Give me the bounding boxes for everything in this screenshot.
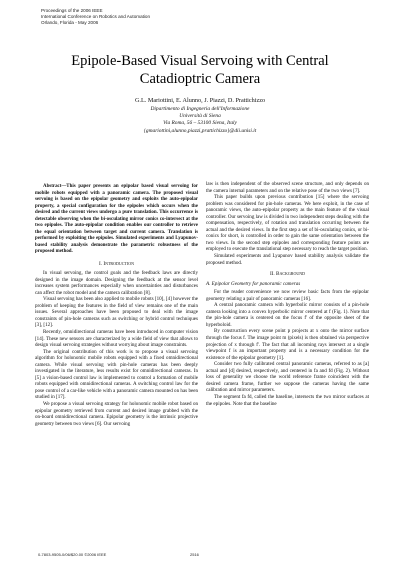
left-column	[35, 184, 198, 427]
paragraph: Visual servoing has been also applied to mobile robots [10], [4] however the problem of keeping the features in the field of view remains one of the main issues. Several approaches have been proposed to deal with the image constraints of pin-hole cameras such as switching or hybrid control techniques [3], [12].	[35, 296, 198, 329]
paragraph: law is then independent of the observed scene structure, and only depends on the camera internal parameters and on the relative pose of the two views [7].	[206, 181, 369, 194]
footer-copyright: 0-7803-9505-0/06/$20.00 ©2006 IEEE	[38, 552, 107, 557]
authors: G.L. Mariottini, E. Alunno, J. Piazzi, D. Prattichizzo	[134, 97, 266, 104]
paragraph: Consider two fully calibrated central panoramic cameras, referred to as [a] actual and [d] desired, respectively, and centered in fa and fd (Fig. 2). Without loss of generality we choose the world reference frame coincident with the desired camera frame, further we suppose the cameras having the same calibration and mirror parameters.	[206, 361, 369, 394]
paragraph: The original contribution of this work is to propose a visual servoing algorithm for holonomic mobile robots equipped with a fixed omnidirectional camera. While visual servoing with pin-hole cameras has been deeply investigated in the literature, less results exist for omnidirectional cameras. In [5] a vision-based control law is implemented to control a formation of mobile robots equipped with omnidirectional cameras. A switching control law for the pose control of a car-like vehicle with a panoramic camera mounted on has been studied in [17].	[35, 348, 198, 401]
paragraph: By construction every scene point p projects at x onto the mirror surface through the focus f. The image point m (pixels) is then obtained via perspective projection of x through f′. The fact that all incoming rays intersect at a single viewpoint f is an important property and is a necessary condition for the existence of the epipolar geometry [1].	[206, 328, 369, 361]
paper-title	[20, 52, 380, 88]
paragraph: Recently, omnidirectional cameras have been introduced in computer vision [14]. These new sensors are characterized by a wide field of view that allows to design visual servoing strategies without worrying about image constraints.	[35, 328, 198, 349]
proceedings-line: Proceedings of the 2006 IEEE	[41, 8, 103, 13]
affiliation-line: Dipartimento di Ingegneria dell'Informazione	[150, 106, 250, 112]
paragraph: For the reader convenience we now review basic facts from the epipolar geometry relating a pair of panoramic cameras [16].	[206, 289, 369, 302]
proceedings-line: International Conference on Robotics and Automation	[41, 14, 151, 19]
proceedings-line: Orlando, Florida - May 2006	[41, 20, 99, 25]
affiliation-emails: {gmariottini,alunno,piazzi,prattichizzo}@dii.unisi.it	[143, 127, 257, 134]
paragraph: The segment fa fd, called the baseline, intersects the two mirror surfaces at the epipoles. Note that the baseline	[206, 393, 369, 407]
right-column	[206, 181, 369, 407]
paragraph: In visual servoing, the control goals and the feedback laws are directly designed in the image domain. Designing the feedback at the sensor level increases system performances especially when uncertainties and disturbances can affect the robot model and the camera calibration [8].	[35, 270, 198, 296]
affiliation-line: Università di Siena	[179, 113, 221, 120]
abstract: Abstract—This paper presents an epipolar based visual servoing for mobile robots equipped with a panoramic camera. The proposed visual servoing is based on the epipolar geometry and exploits the auto-epipolar property, a special configuration for the epipoles which occurs when the desired and the current views undergo a pure translation. This occurrence is detectable observing when the bi-osculating mirror conics co-intersect at the two epipoles. The auto-epipolar condition enables our controller to retrieve the equal orientation between target and current camera. Translation is performed by exploiting the epipoles. Simulated experiments and Lyapunov-based stability analysis demonstrate the parametric robustness of the proposed method.	[35, 184, 198, 254]
paragraph: We propose a visual servoing strategy for holonomic mobile robot based on epipolar geometry retrieved from current and desired image grabbed with the on-board omnidirectional camera. Epipolar geometry is the intrinsic projective geometry between two views [6]. Our servoing	[35, 400, 198, 427]
title-line-1: Epipole-Based Visual Servoing with Central	[71, 53, 329, 69]
proceedings-header	[41, 8, 150, 26]
paragraph: Simulated experiments and Lyapunov based stability analysis validate the proposed method.	[206, 253, 369, 266]
page-number: 2516	[190, 552, 199, 557]
paragraph: This paper builds upon previous contribution [15] where the servoing problem was considered for pin-hole cameras. We here exploit, in the case of panoramic views, the auto-epipolar property as the main feature of the visual controller. Our servoing law is divided in two independent steps dealing with the compensation, respectively, of rotation and translation occurring between the actual and the desired views. In the first step a set of bi-osculating conics, or bi-conics for short, is controlled in order to gain the same orientation between the two views. In the second step epipoles and corresponding feature points are employed to execute the translational step necessary to reach the target position.	[206, 194, 370, 253]
affiliation-line: Via Roma, 56 – 53100 Siena, Italy	[163, 120, 237, 127]
title-line-2: Catadioptric Camera	[139, 71, 261, 87]
affiliation	[20, 106, 380, 135]
paragraph: A central panoramic camera with hyperbolic mirror consists of a pin-hole camera looking into a convex hyperbolic mirror centered at f (Fig. 1). Note that the pin-hole camera is centered on the focus f′ of the opposite sheet of the hyperboloid.	[206, 302, 369, 328]
subsection-heading: A. Epipolar Geometry for panoramic cameras	[206, 280, 301, 287]
section-heading-introduction: I. Introduction	[99, 260, 134, 267]
section-heading-background: II. Background	[269, 271, 306, 278]
